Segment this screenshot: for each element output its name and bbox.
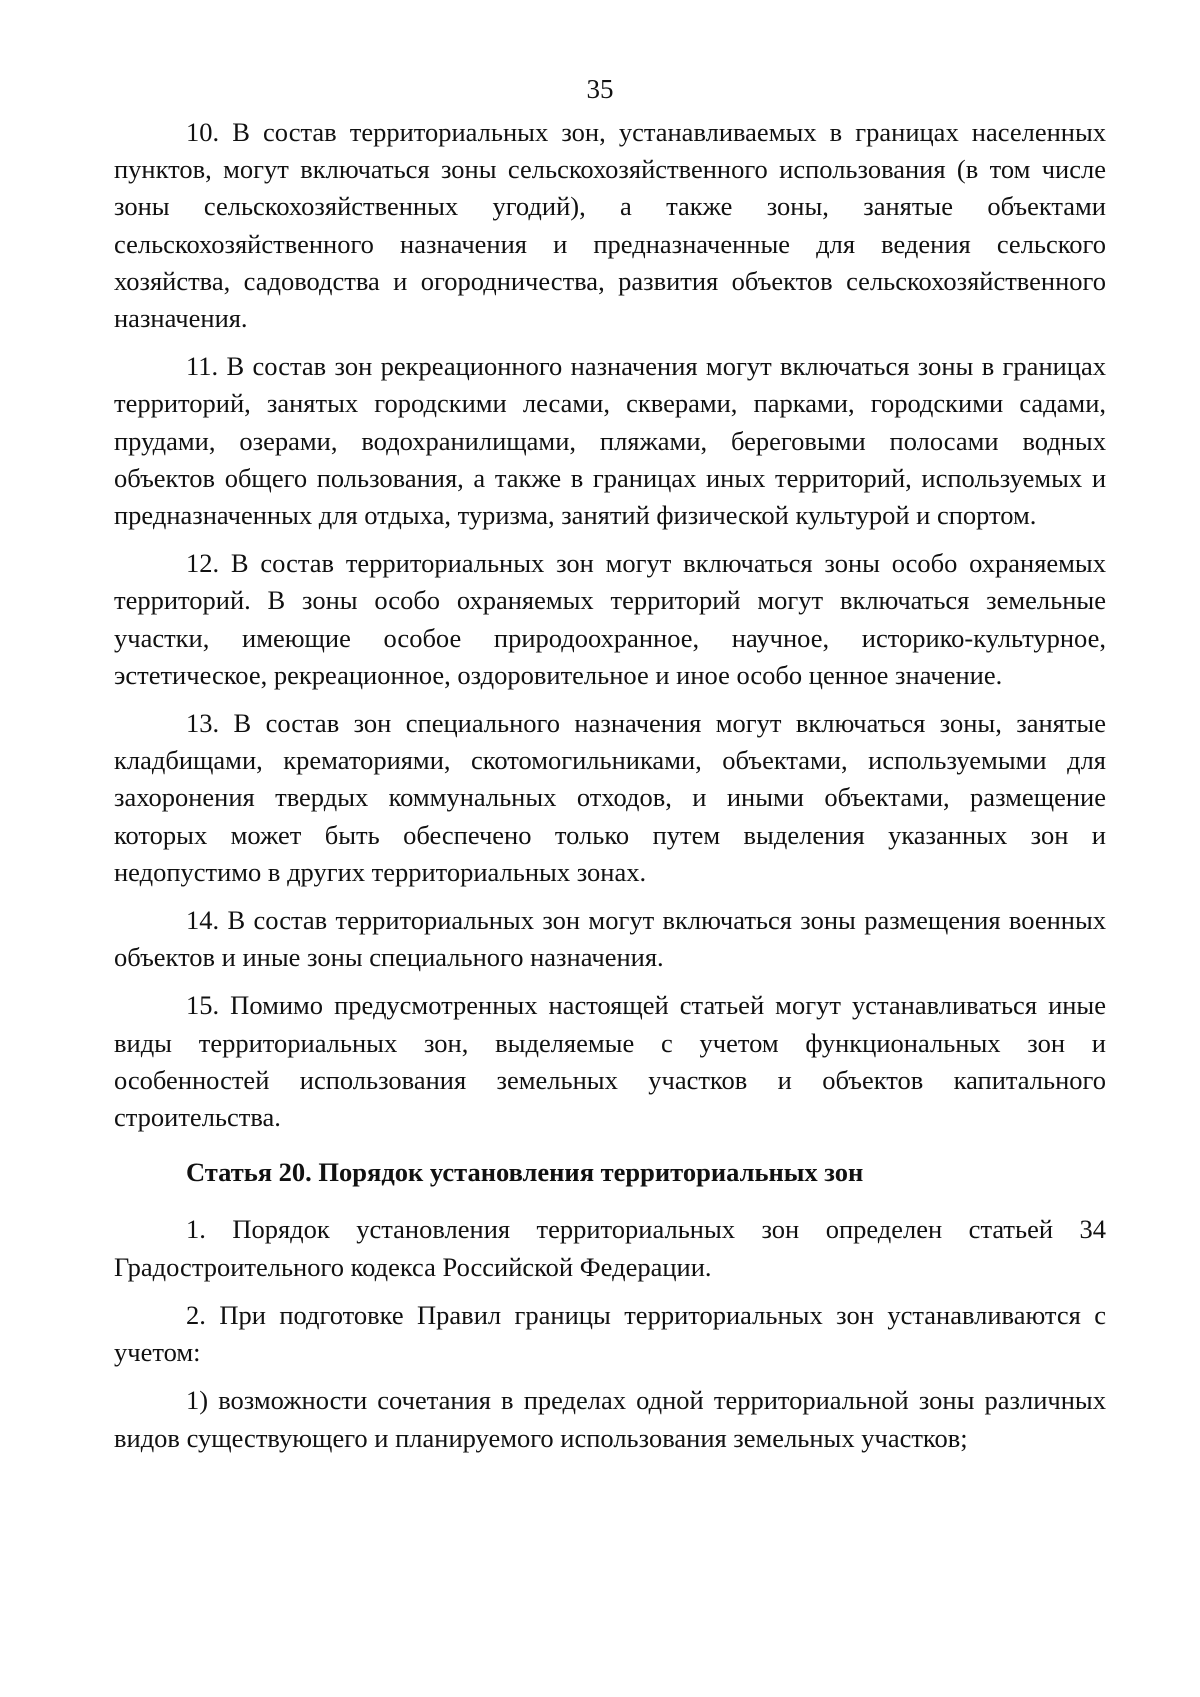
paragraph-12: 12. В состав территориальных зон могут включаться зоны особо охраняемых территорий. В зоны особо охраняемых территорий могут включаться земельные участки, имеющие особое природоохранное, научное, историко-культурное, эстетическое, рекреационное, оздоровительное и иное особо ценное значение. <box>114 548 1106 690</box>
article-paragraph-2: 2. При подготовке Правил границы территориальных зон устанавливаются с учетом: <box>114 1299 1106 1368</box>
document-body <box>114 114 1106 1468</box>
paragraph-13: 13. В состав зон специального назначения могут включаться зоны, занятые кладбищами, крематориями, скотомогильниками, объектами, используемыми для захоронения твердых коммунальных отходов, и иными объектами, размещение которых может быть обеспечено только путем выделения указанных зон и недопустимо в других территориальных зонах. <box>114 708 1106 887</box>
paragraph-11: 11. В состав зон рекреационного назначения могут включаться зоны в границах территорий, занятых городскими лесами, скверами, парками, городскими садами, прудами, озерами, водохранилищами, пляжами, береговыми полосами водных объектов общего пользования, а также в границах иных территорий, используемых и предназначенных для отдыха, туризма, занятий физической культурой и спортом. <box>114 351 1106 531</box>
article-heading: Статья 20. Порядок установления территориальных зон <box>186 1157 864 1188</box>
article-paragraph-1: 1. Порядок установления территориальных зон определен статьей 34 Градостроительного кодекса Российской Федерации. <box>114 1214 1106 1282</box>
paragraph-10: 10. В состав территориальных зон, устанавливаемых в границах населенных пунктов, могут включаться зоны сельскохозяйственного использования (в том числе зоны сельскохозяйственных угодий), а также зоны, занятые объектами сельскохозяйственного назначения и предназначенные для ведения сельского хозяйства, садоводства и огородничества, развития объектов сельскохозяйственного назначения. <box>114 117 1106 334</box>
article-subitem-1: 1) возможности сочетания в пределах одной территориальной зоны различных видов существующего и планируемого использования земельных участков; <box>114 1385 1106 1453</box>
page-number: 35 <box>586 74 614 104</box>
paragraph-15: 15. Помимо предусмотренных настоящей статьей могут устанавливаться иные виды территориальных зон, выделяемые с учетом функциональных зон и особенностей использования земельных участков и объектов капитального строительства. <box>114 990 1106 1133</box>
paragraph-14: 14. В состав территориальных зон могут включаться зоны размещения военных объектов и иные зоны специального назначения. <box>114 905 1106 973</box>
